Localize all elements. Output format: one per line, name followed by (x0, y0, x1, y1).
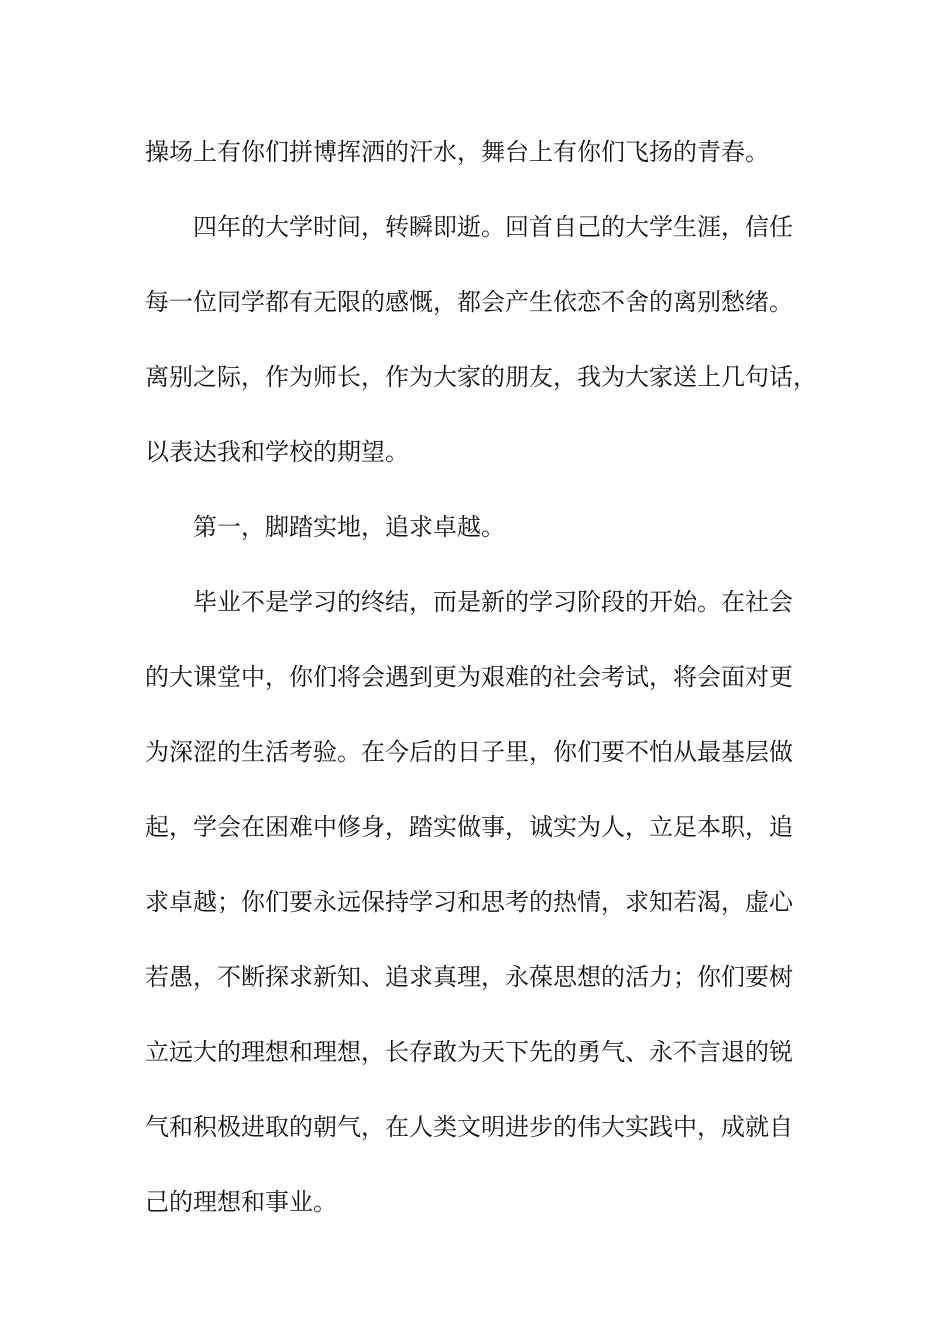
section-heading: 第一，脚踏实地，追求卓越。 (193, 513, 505, 541)
text-line: 四年的大学时间，转瞬即逝。回首自己的大学生涯，信任 (193, 213, 793, 241)
text-line: 毕业不是学习的终结，而是新的学习阶段的开始。在社会 (193, 588, 793, 616)
text-line: 操场上有你们拼博挥洒的汗水，舞台上有你们飞扬的青春。 (145, 138, 769, 166)
text-line: 气和积极进取的朝气，在人类文明进步的伟大实践中，成就自 (145, 1113, 793, 1141)
text-line: 每一位同学都有无限的感慨，都会产生依恋不舍的离别愁绪。 (145, 288, 793, 316)
text-line: 起，学会在困难中修身，踏实做事，诚实为人，立足本职，追 (145, 813, 793, 841)
text-line: 的大课堂中，你们将会遇到更为艰难的社会考试，将会面对更 (145, 663, 793, 691)
text-line: 立远大的理想和理想，长存敢为天下先的勇气、永不言退的锐 (145, 1038, 793, 1066)
document-body (145, 124, 835, 1249)
text-line: 若愚，不断探求新知、追求真理，永葆思想的活力；你们要树 (145, 963, 793, 991)
text-line: 为深涩的生活考验。在今后的日子里，你们要不怕从最基层做 (145, 738, 793, 766)
text-line: 以表达我和学校的期望。 (145, 438, 409, 466)
text-line: 己的理想和事业。 (145, 1188, 337, 1216)
text-line: 离别之际，作为师长，作为大家的朋友，我为大家送上几句话， (145, 363, 817, 391)
text-line: 求卓越；你们要永远保持学习和思考的热情，求知若渴，虚心 (145, 888, 793, 916)
